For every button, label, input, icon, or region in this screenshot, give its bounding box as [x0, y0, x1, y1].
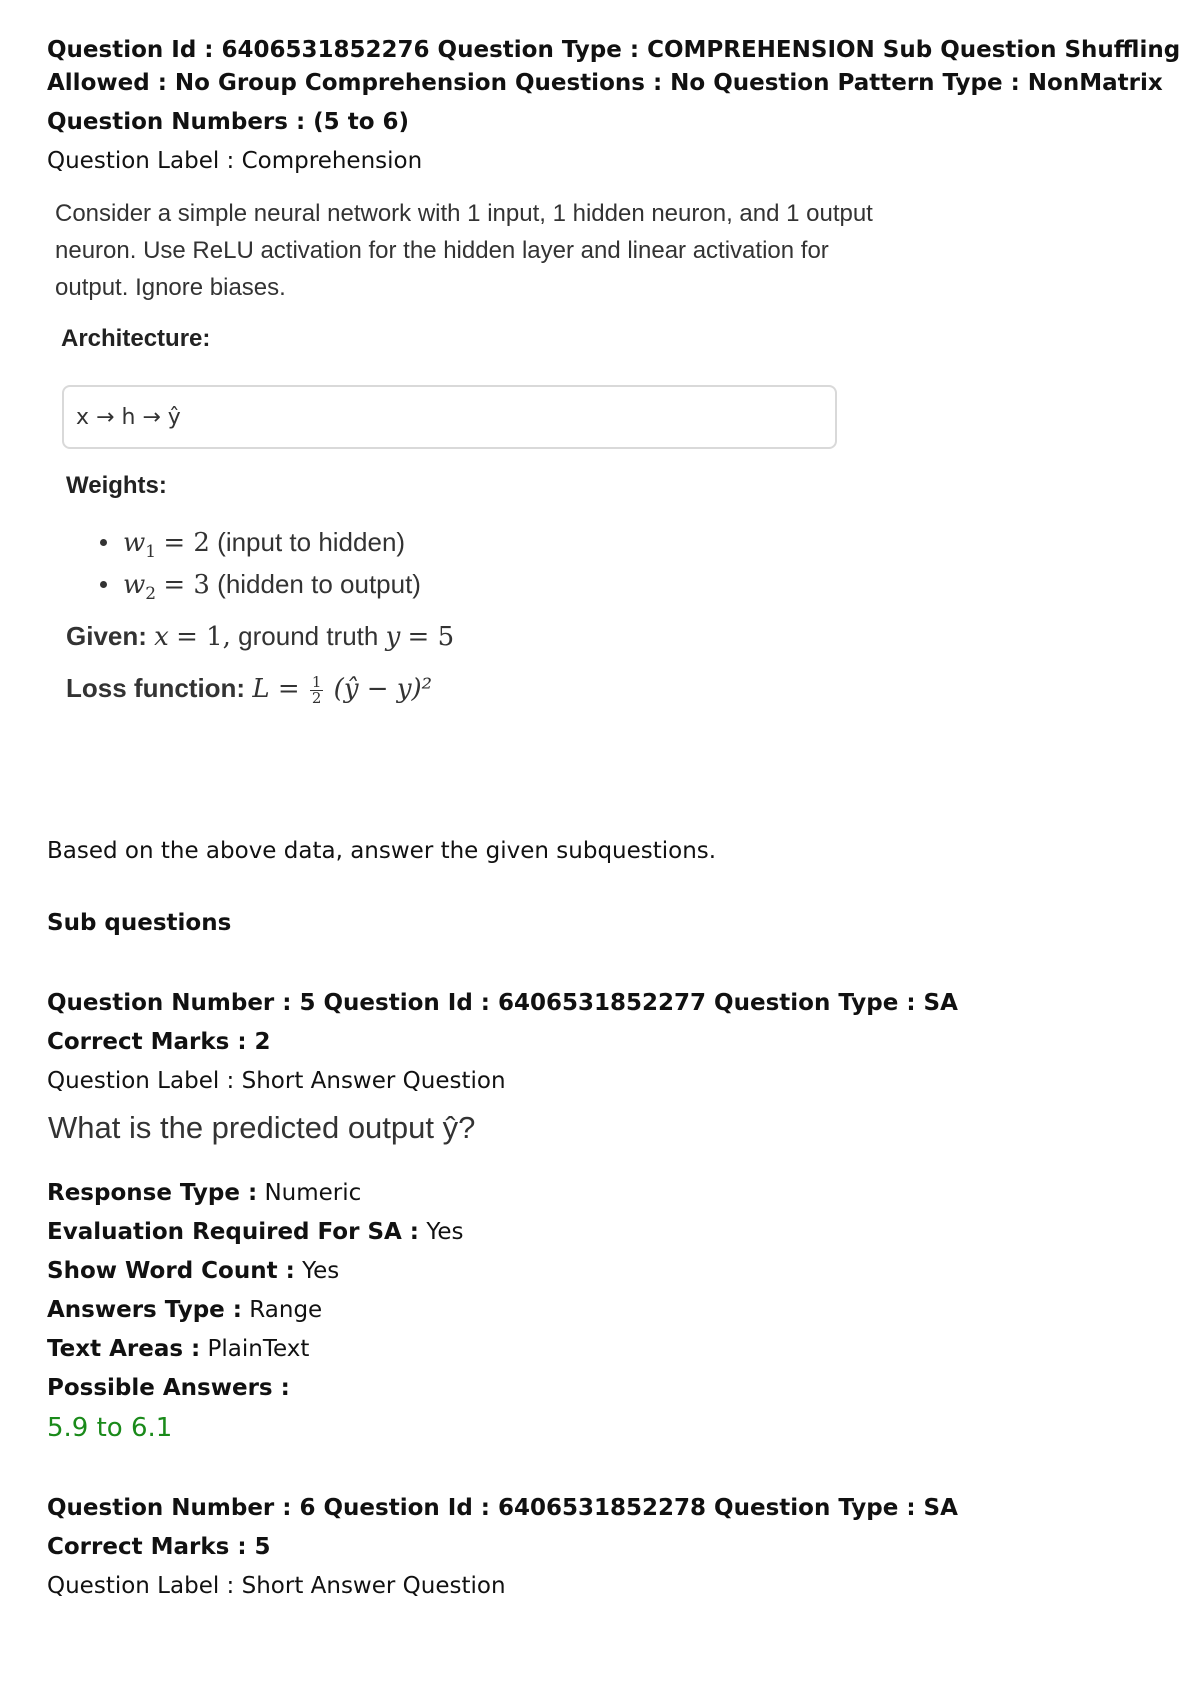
instruction-text: Based on the above data, answer the given subquestions. — [47, 838, 717, 864]
weight-value: = 3 — [163, 570, 210, 600]
word-count-value: Yes — [302, 1258, 340, 1284]
q6-label-value: Short Answer Question — [241, 1573, 506, 1599]
passage-line-3: output. Ignore biases. — [55, 274, 286, 301]
q5-text-areas — [47, 1336, 309, 1362]
q6-header: Question Number : 6 Question Id : 6406531852278 Question Type : SA — [47, 1495, 958, 1521]
response-type-value: Numeric — [264, 1180, 362, 1206]
weight-item-2 — [100, 563, 421, 605]
passage-line-1: Consider a simple neural network with 1 input, 1 hidden neuron, and 1 output — [55, 200, 873, 227]
weight-value: = 2 — [163, 528, 210, 558]
weight-note: (hidden to output) — [217, 569, 421, 599]
architecture-heading: Architecture: — [61, 325, 211, 352]
loss-function-line — [66, 673, 432, 706]
architecture-code: x → h → ŷ — [76, 405, 181, 430]
given-y-symbol: y — [385, 622, 401, 652]
question-numbers: Question Numbers : (5 to 6) — [47, 109, 410, 135]
fraction-numerator: 1 — [311, 672, 322, 691]
q6-label — [47, 1573, 506, 1599]
bullet-icon — [100, 581, 107, 588]
q5-evaluation-required — [47, 1219, 463, 1245]
evaluation-value: Yes — [426, 1219, 464, 1245]
weight-symbol: w — [123, 570, 146, 600]
q5-label-value: Short Answer Question — [241, 1068, 506, 1094]
q5-label-key: Question Label : — [47, 1068, 235, 1094]
loss-label: Loss function: — [66, 673, 246, 703]
q5-response-type — [47, 1180, 361, 1206]
question-label-value: Comprehension — [241, 148, 423, 174]
loss-rhs: (ŷ − y)² — [333, 674, 433, 704]
answers-type-value: Range — [249, 1297, 323, 1323]
word-count-key: Show Word Count : — [47, 1258, 295, 1284]
text-areas-value: PlainText — [207, 1336, 310, 1362]
q5-question-text: What is the predicted output ŷ? — [48, 1110, 476, 1145]
loss-lhs: L = — [252, 674, 300, 704]
weight-symbol: w — [123, 528, 146, 558]
weight-subscript: 2 — [145, 584, 157, 605]
q5-label — [47, 1068, 506, 1094]
weight-note: (input to hidden) — [217, 527, 406, 557]
weight-subscript: 1 — [145, 542, 157, 563]
evaluation-key: Evaluation Required For SA : — [47, 1219, 420, 1245]
text-areas-key: Text Areas : — [47, 1336, 201, 1362]
q5-answers-type — [47, 1297, 322, 1323]
given-x-symbol: x — [154, 622, 169, 652]
bullet-icon — [100, 539, 107, 546]
response-type-key: Response Type : — [47, 1180, 258, 1206]
question-header-line2: Allowed : No Group Comprehension Questions : No Question Pattern Type : NonMatrix — [47, 70, 1163, 96]
given-x-value: = 1, — [176, 622, 231, 652]
q5-possible-answers-label: Possible Answers : — [47, 1375, 290, 1401]
weights-heading: Weights: — [66, 472, 167, 499]
q5-marks: Correct Marks : 2 — [47, 1029, 271, 1055]
given-text: ground truth — [238, 621, 379, 651]
sub-questions-heading: Sub questions — [47, 910, 232, 936]
q5-possible-answer: 5.9 to 6.1 — [47, 1413, 173, 1443]
comprehension-passage — [55, 195, 955, 306]
q6-label-key: Question Label : — [47, 1573, 235, 1599]
question-label-key: Question Label : — [47, 148, 235, 174]
loss-fraction — [310, 672, 324, 707]
passage-line-2: neuron. Use ReLU activation for the hidden layer and linear activation for — [55, 237, 829, 264]
answers-type-key: Answers Type : — [47, 1297, 242, 1323]
question-header-line1: Question Id : 6406531852276 Question Type : COMPREHENSION Sub Question Shuffling — [47, 37, 1181, 63]
q5-show-word-count — [47, 1258, 339, 1284]
given-label: Given: — [66, 621, 147, 651]
fraction-denominator: 2 — [311, 688, 322, 707]
architecture-code-block — [62, 385, 837, 449]
given-y-value: = 5 — [407, 622, 455, 652]
given-line — [66, 621, 454, 652]
q5-header: Question Number : 5 Question Id : 6406531852277 Question Type : SA — [47, 990, 958, 1016]
weights-list — [100, 521, 421, 605]
weight-item-1 — [100, 521, 421, 563]
q6-marks: Correct Marks : 5 — [47, 1534, 271, 1560]
question-label — [47, 145, 422, 178]
